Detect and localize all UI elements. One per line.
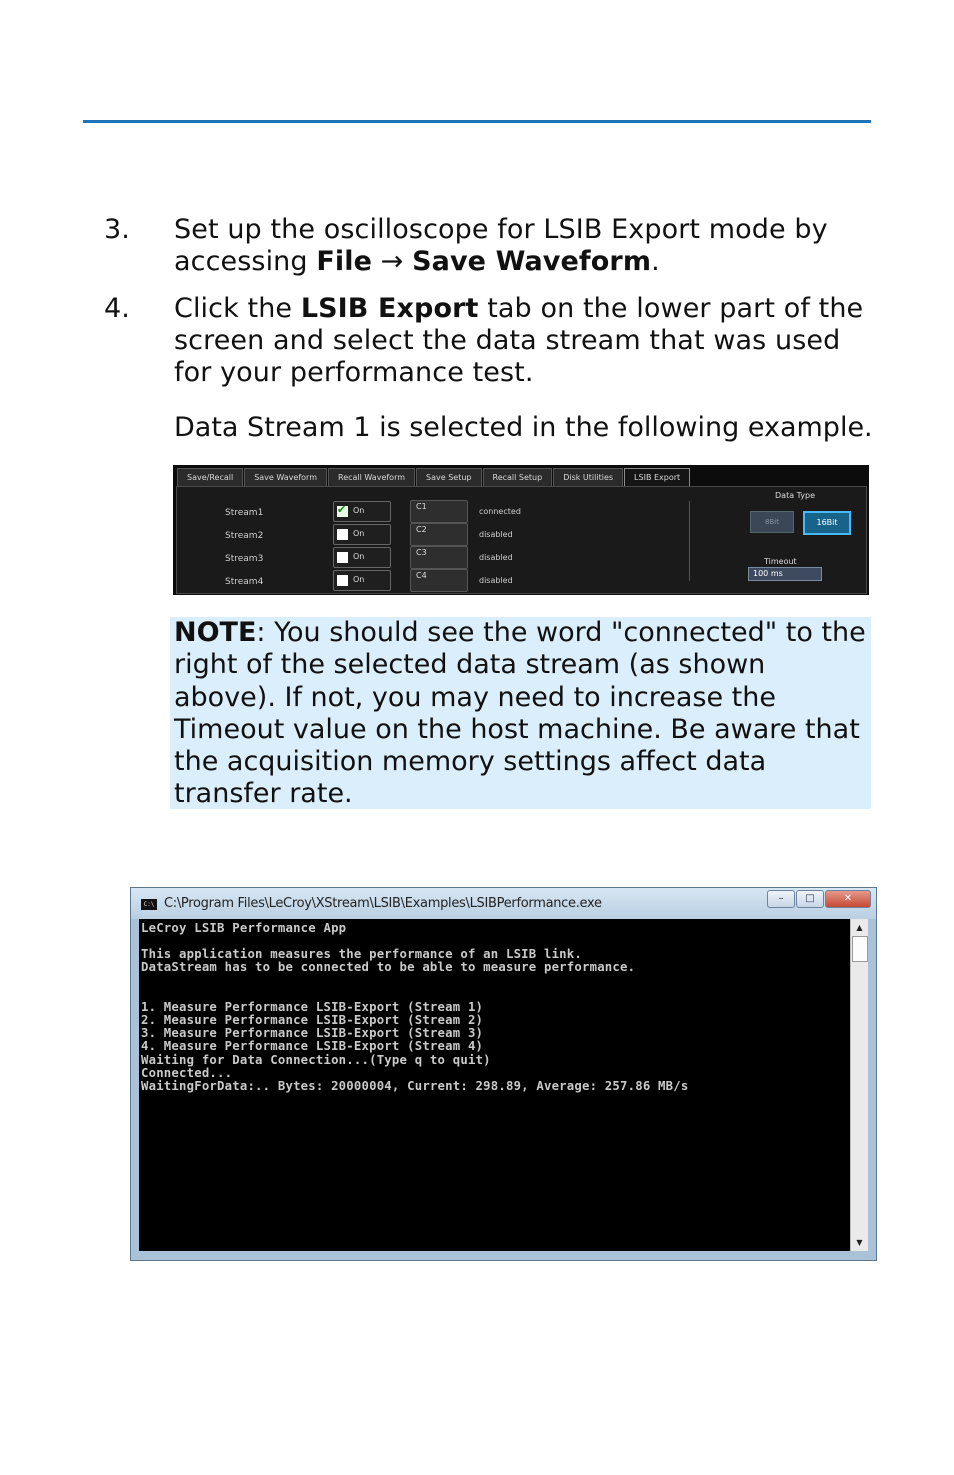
- menu-save-waveform: Save Waveform: [412, 246, 652, 277]
- scope-tab-bar: [177, 468, 691, 486]
- step-text-part: tab on the lower part of the screen and select the data stream that was used for your performance test.: [174, 293, 864, 388]
- stream-row-1: [177, 501, 697, 524]
- tab-save-waveform[interactable]: Save Waveform: [244, 468, 327, 487]
- stream-row-3: [177, 547, 697, 570]
- console-line: WaitingForData:.. Bytes: 20000004, Current: 298.89, Average: 257.86 MB/s: [141, 1079, 689, 1093]
- window-controls: [766, 890, 871, 908]
- console-line: 3. Measure Performance LSIB-Export (Stream 3): [141, 1026, 484, 1040]
- step-text-part: .: [651, 246, 660, 277]
- tab-lsib-export[interactable]: LSIB Export: [624, 468, 690, 487]
- data-type-16bit-button[interactable]: 16Bit: [803, 511, 851, 535]
- channel-label: C2: [416, 525, 427, 534]
- channel-label: C3: [416, 548, 427, 557]
- tab-save-recall[interactable]: Save/Recall: [177, 468, 243, 487]
- stream-1-on-toggle[interactable]: [333, 501, 391, 522]
- console-line: Connected...: [141, 1066, 233, 1080]
- on-label: On: [353, 506, 365, 515]
- lsib-export-term: LSIB Export: [300, 293, 479, 324]
- stream-row-2: [177, 524, 697, 547]
- arrow-separator: →: [372, 246, 413, 277]
- scope-lsib-panel: [173, 465, 869, 595]
- console-output: [139, 919, 850, 1251]
- data-type-8bit-button[interactable]: 8Bit: [750, 511, 794, 533]
- maximize-icon[interactable]: □: [796, 890, 824, 908]
- stream-2-on-toggle[interactable]: [333, 524, 391, 545]
- on-label: On: [353, 552, 365, 561]
- stream-status: disabled: [479, 530, 513, 539]
- close-icon[interactable]: ✕: [825, 890, 871, 908]
- stream-name: Stream3: [225, 554, 264, 564]
- scroll-thumb[interactable]: [852, 936, 868, 962]
- console-title: C:\Program Files\LeCroy\XStream\LSIB\Examples\LSIBPerformance.exe: [164, 896, 602, 911]
- example-text: Data Stream 1 is selected in the following example.: [174, 412, 873, 443]
- tab-recall-setup[interactable]: Recall Setup: [483, 468, 553, 487]
- stream-4-on-toggle[interactable]: [333, 570, 391, 591]
- step-number: 4.: [104, 293, 130, 324]
- stream-3-channel-select[interactable]: [410, 546, 468, 569]
- timeout-field[interactable]: 100 ms: [748, 567, 822, 581]
- step-text: [174, 214, 874, 278]
- note-label: NOTE: [174, 617, 257, 648]
- console-line: 1. Measure Performance LSIB-Export (Stream 1): [141, 1000, 484, 1014]
- stream-2-channel-select[interactable]: [410, 523, 468, 546]
- stream-status: disabled: [479, 576, 513, 585]
- stream-3-on-toggle[interactable]: [333, 547, 391, 568]
- stream-status: disabled: [479, 553, 513, 562]
- tab-recall-waveform[interactable]: Recall Waveform: [328, 468, 415, 487]
- channel-label: C4: [416, 571, 427, 580]
- minimize-icon[interactable]: –: [767, 890, 795, 908]
- console-window: [130, 887, 877, 1261]
- step-number: 3.: [104, 214, 130, 245]
- header-rule: [83, 120, 871, 123]
- channel-label: C1: [416, 502, 427, 511]
- console-line: This application measures the performance of an LSIB link.: [141, 947, 582, 961]
- stream-4-channel-select[interactable]: [410, 569, 468, 592]
- console-line: DataStream has to be connected to be able to measure performance.: [141, 960, 636, 974]
- timeout-label: Timeout: [764, 557, 797, 566]
- stream-1-channel-select[interactable]: [410, 500, 468, 523]
- scroll-up-icon[interactable]: ▲: [856, 923, 863, 932]
- panel-divider: [689, 501, 690, 581]
- menu-file: File: [316, 246, 372, 277]
- note-body: : You should see the word "connected" to the right of the selected data stream (as shown above). If not, you may need to increase the Timeout value on the host machine. Be aware that the acquisition memory settings affect data transfer rate.: [174, 617, 866, 810]
- scroll-down-icon[interactable]: ▼: [856, 1238, 863, 1247]
- stream-name: Stream1: [225, 508, 264, 518]
- stream-name: Stream4: [225, 577, 264, 587]
- checkbox-icon[interactable]: [337, 529, 348, 540]
- scope-tab-content: [176, 486, 867, 594]
- on-label: On: [353, 575, 365, 584]
- step-text-part: Click the: [174, 293, 301, 324]
- step-text-part: Set up the oscilloscope for LSIB Export mode by accessing: [174, 214, 828, 277]
- console-scrollbar[interactable]: [850, 919, 868, 1251]
- stream-row-4: [177, 570, 697, 593]
- note-box: [170, 617, 871, 809]
- stream-status: connected: [479, 507, 521, 516]
- checkbox-checked-icon[interactable]: [337, 506, 348, 517]
- console-line: Waiting for Data Connection...(Type q to quit): [141, 1053, 491, 1067]
- stream-name: Stream2: [225, 531, 264, 541]
- checkbox-icon[interactable]: [337, 552, 348, 563]
- console-app-icon: C:\: [141, 899, 157, 910]
- step-text: [174, 293, 874, 389]
- note-text: [174, 617, 868, 811]
- data-type-label: Data Type: [775, 491, 816, 500]
- checkbox-icon[interactable]: [337, 575, 348, 586]
- console-line: 4. Measure Performance LSIB-Export (Stream 4): [141, 1039, 484, 1053]
- console-title-bar: [131, 888, 876, 919]
- console-line: 2. Measure Performance LSIB-Export (Stream 2): [141, 1013, 484, 1027]
- tab-disk-utilities[interactable]: Disk Utilities: [553, 468, 623, 487]
- tab-save-setup[interactable]: Save Setup: [416, 468, 481, 487]
- on-label: On: [353, 529, 365, 538]
- console-line: LeCroy LSIB Performance App: [141, 921, 347, 935]
